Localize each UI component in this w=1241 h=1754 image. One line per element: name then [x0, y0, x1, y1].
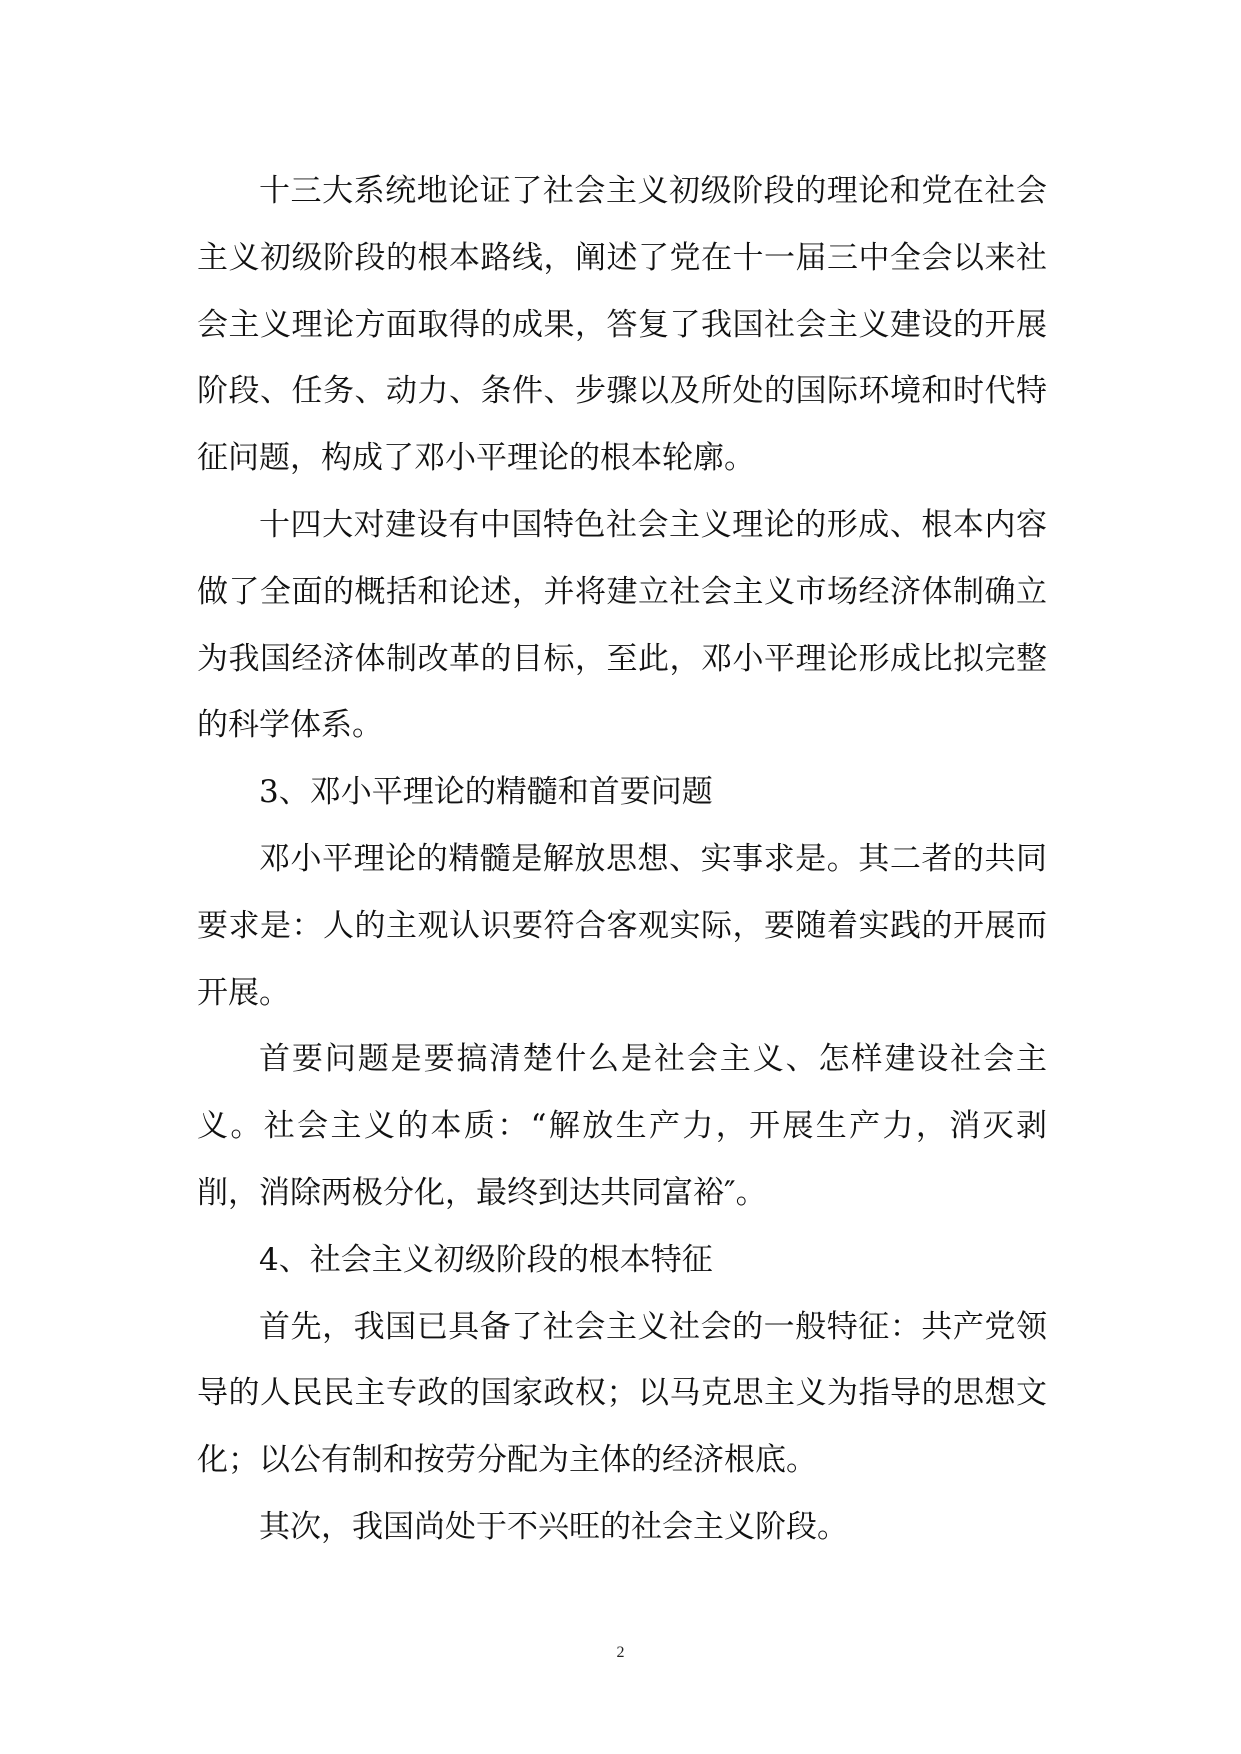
page-number: 2: [616, 1644, 625, 1661]
section-heading: 4、社会主义初级阶段的根本特征: [259, 1241, 713, 1278]
paragraph: 十四大对建设有中国特色社会主义理论的形成、根本内容做了全面的概括和论述，并将建立社会主义市场经济体制确立为我国经济体制改革的目标，至此，邓小平理论形成比拟完整的科学体系。: [197, 506, 1047, 744]
paragraph: 其次，我国尚处于不兴旺的社会主义阶段。: [259, 1508, 848, 1545]
section-heading: 3、邓小平理论的精髓和首要问题: [259, 774, 713, 811]
paragraph: 邓小平理论的精髓是解放思想、实事求是。其二者的共同要求是：人的主观认识要符合客观实际，要随着实践的开展而开展。: [197, 840, 1047, 1011]
document-body: [197, 158, 1047, 1561]
paragraph: 十三大系统地论证了社会主义初级阶段的理论和党在社会主义初级阶段的根本路线，阐述了党在十一届三中全会以来社会主义理论方面取得的成果，答复了我国社会主义建设的开展阶段、任务、动力、条件、步骤以及所处的国际环境和时代特征问题，构成了邓小平理论的根本轮廓。: [197, 173, 1047, 477]
paragraph: 首要问题是要搞清楚什么是社会主义、怎样建设社会主义。社会主义的本质：“解放生产力，开展生产力，消灭剥削，消除两极分化，最终到达共同富裕″。: [197, 1041, 1047, 1211]
paragraph: 首先，我国已具备了社会主义社会的一般特征：共产党领导的人民民主专政的国家政权；以马克思主义为指导的思想文化；以公有制和按劳分配为主体的经济根底。: [197, 1308, 1047, 1479]
